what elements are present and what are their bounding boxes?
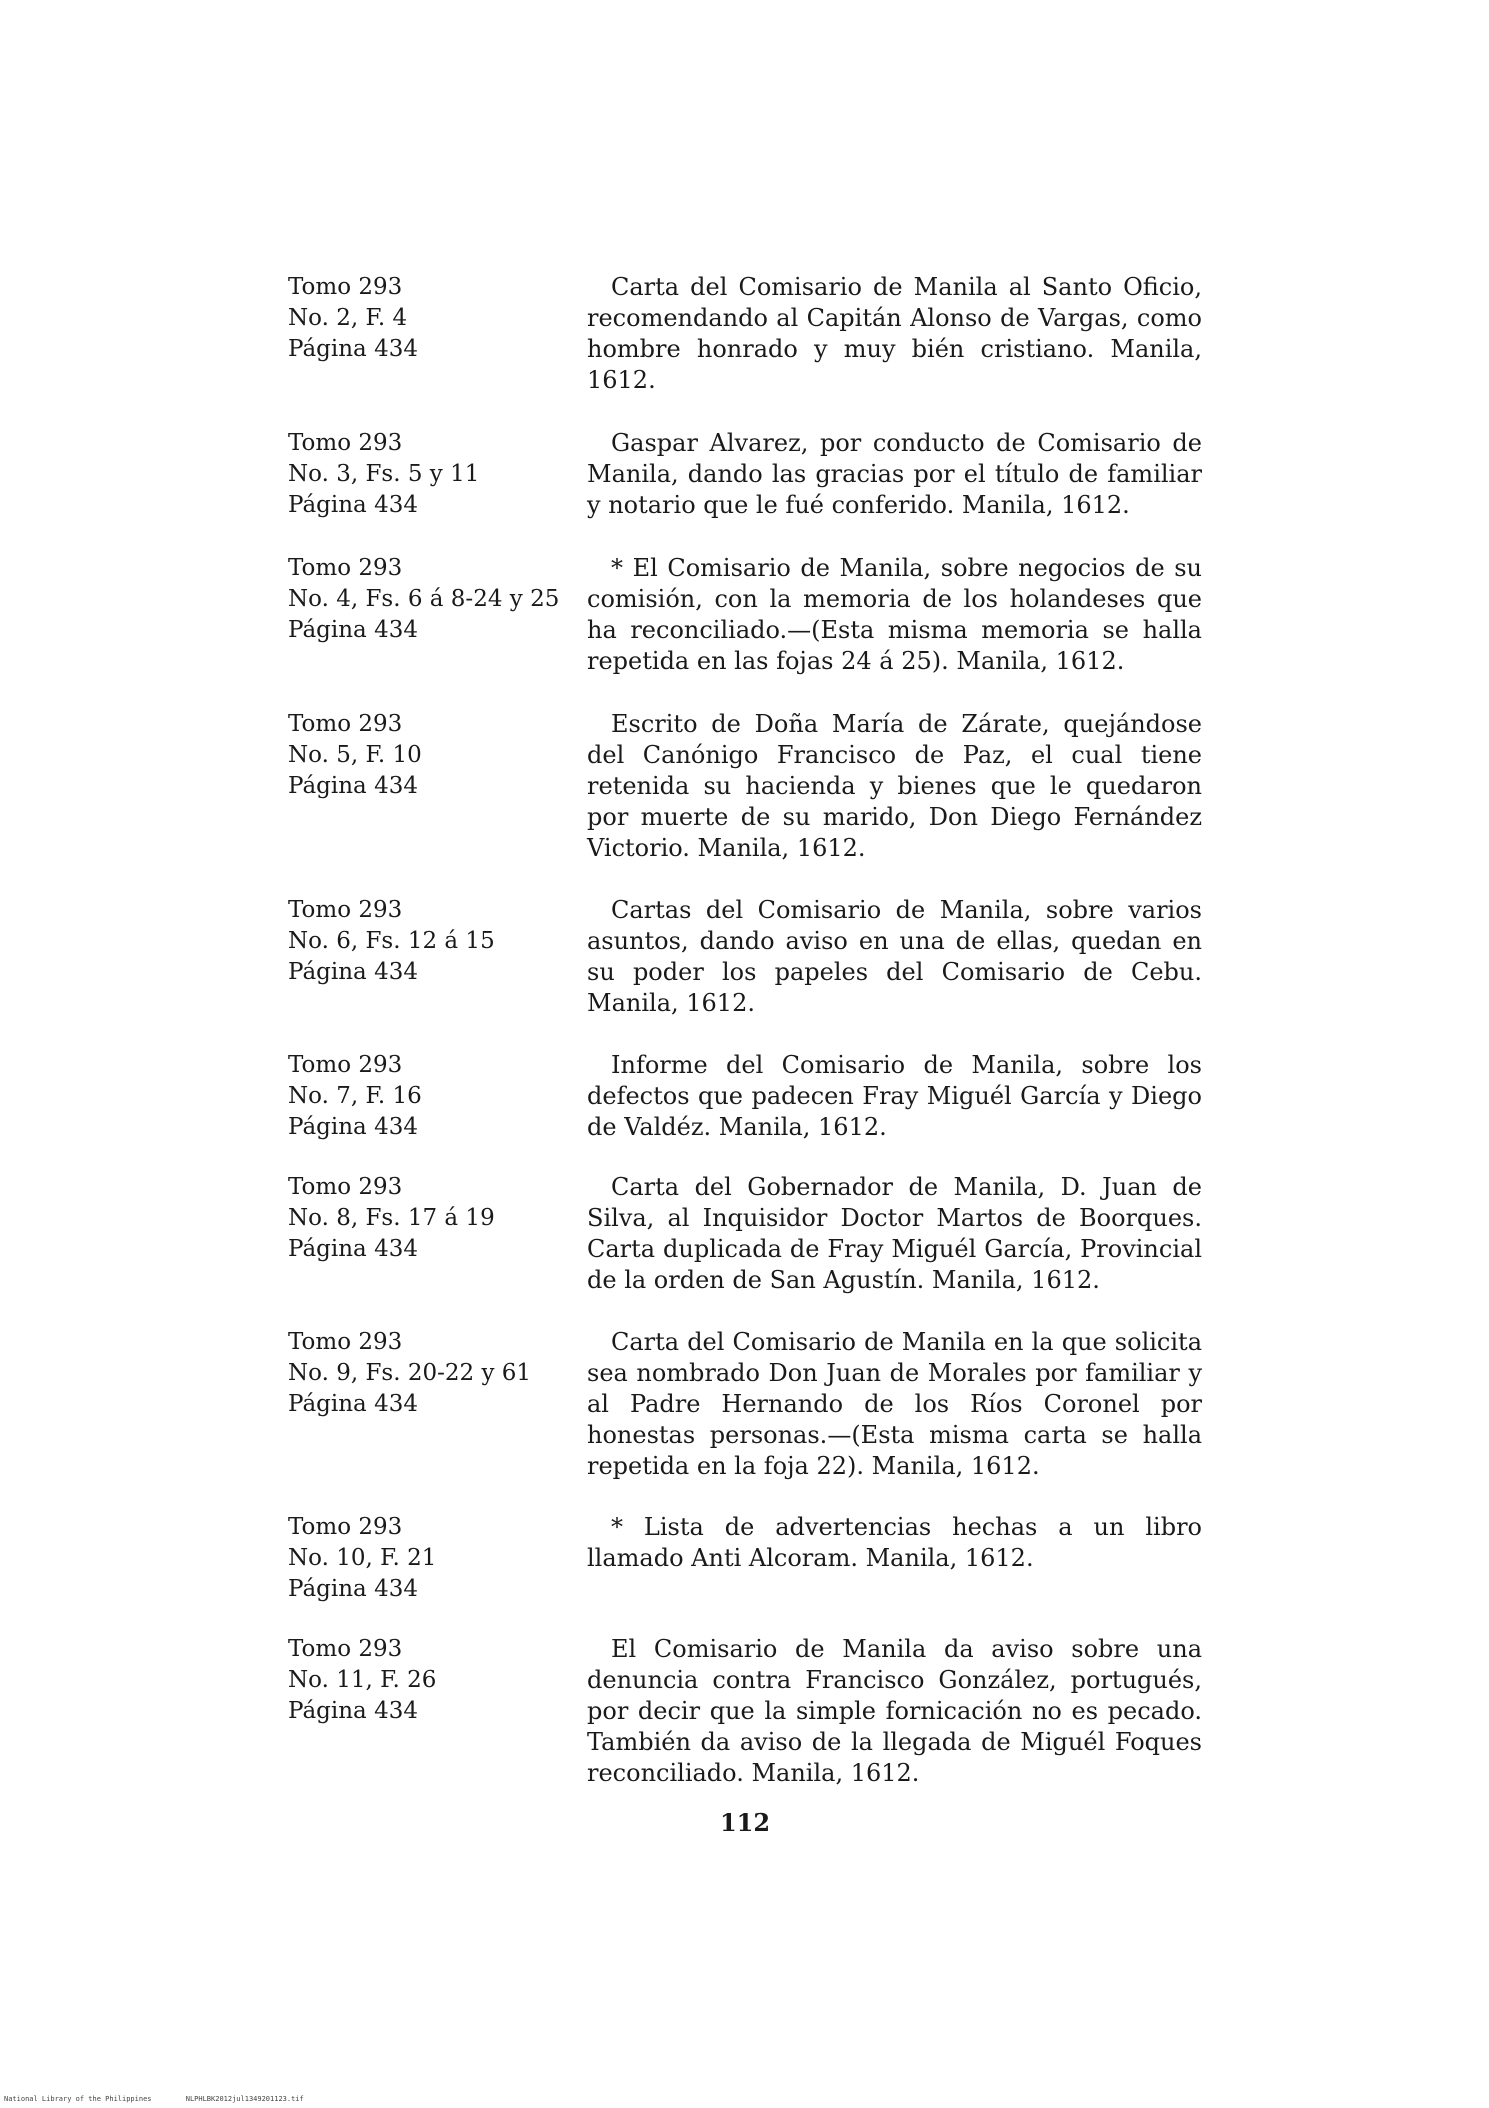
entry-reference xyxy=(288,272,578,365)
entry-reference xyxy=(288,1634,578,1727)
entry-description: Gaspar Alvarez, por conducto de Comisario de Manila, dando las gracias por el título de familiar y notario que le fué conferido. Manila, 1612. xyxy=(587,429,1202,519)
entry-pagina: Página 434 xyxy=(288,1576,418,1602)
entry-tomo: Tomo 293 xyxy=(288,274,403,300)
entry-folio: No. 4, Fs. 6 á 8-24 y 25 xyxy=(288,586,560,612)
entry-description: * El Comisario de Manila, sobre negocios de su comisión, con la memoria de los holandeses que ha reconciliado.—(Esta misma memoria se halla repetida en las fojas 24 á 25). Manila, 1612. xyxy=(587,554,1202,675)
entry-description: Carta del Gobernador de Manila, D. Juan de Silva, al Inquisidor Doctor Martos de Boorques. Carta duplicada de Fray Miguél García, Provincial de la orden de San Agustín. Manila, 1612. xyxy=(587,1173,1202,1294)
entry-description: Informe del Comisario de Manila, sobre los defectos que padecen Fray Miguél García y Diego de Valdéz. Manila, 1612. xyxy=(587,1051,1202,1141)
entry-folio: No. 11, F. 26 xyxy=(288,1667,437,1693)
entry-folio: No. 10, F. 21 xyxy=(288,1545,437,1571)
entry-reference xyxy=(288,1172,578,1265)
entry-reference xyxy=(288,428,578,521)
entry-folio: No. 5, F. 10 xyxy=(288,742,422,768)
entry-pagina: Página 434 xyxy=(288,336,418,362)
scan-footer xyxy=(4,2095,334,2103)
entry-pagina: Página 434 xyxy=(288,492,418,518)
footer-library: National Library of the Philippines xyxy=(4,2095,152,2103)
footer-filename: NLPHLBK2012jul1349201123.tif xyxy=(185,2095,304,2103)
entry-pagina: Página 434 xyxy=(288,617,418,643)
entry-description: Carta del Comisario de Manila en la que solicita sea nombrado Don Juan de Morales por familiar y al Padre Hernando de los Ríos Coronel por honestas personas.—(Esta misma carta se halla repetida en la foja 22). Manila, 1612. xyxy=(587,1328,1202,1480)
page-number: 112 xyxy=(719,1808,771,1837)
entry-description: Escrito de Doña María de Zárate, quejándose del Canónigo Francisco de Paz, el cual tiene retenida su hacienda y bienes que le quedaron por muerte de su marido, Don Diego Fernández Victorio. Manila, 1612. xyxy=(587,710,1202,862)
entry-folio: No. 9, Fs. 20-22 y 61 xyxy=(288,1360,532,1386)
entry-pagina: Página 434 xyxy=(288,773,418,799)
entry-pagina: Página 434 xyxy=(288,1391,418,1417)
entry-folio: No. 3, Fs. 5 y 11 xyxy=(288,461,480,487)
entry-reference xyxy=(288,1050,578,1143)
entry-reference xyxy=(288,895,578,988)
entry-pagina: Página 434 xyxy=(288,1236,418,1262)
entry-folio: No. 6, Fs. 12 á 15 xyxy=(288,928,495,954)
entry-description: Cartas del Comisario de Manila, sobre varios asuntos, dando aviso en una de ellas, quedan en su poder los papeles del Comisario de Cebu. Manila, 1612. xyxy=(587,896,1202,1017)
entry-tomo: Tomo 293 xyxy=(288,430,403,456)
entry-description: * Lista de advertencias hechas a un libro llamado Anti Alcoram. Manila, 1612. xyxy=(587,1513,1202,1572)
entry-folio: No. 7, F. 16 xyxy=(288,1083,422,1109)
entry-tomo: Tomo 293 xyxy=(288,555,403,581)
entry-tomo: Tomo 293 xyxy=(288,711,403,737)
entry-folio: No. 8, Fs. 17 á 19 xyxy=(288,1205,495,1231)
entry-folio: No. 2, F. 4 xyxy=(288,305,408,331)
entry-pagina: Página 434 xyxy=(288,1698,418,1724)
entry-tomo: Tomo 293 xyxy=(288,1636,403,1662)
entry-description: Carta del Comisario de Manila al Santo Oficio, recomendando al Capitán Alonso de Vargas, como hombre honrado y muy bién cristiano. Manila, 1612. xyxy=(587,273,1202,394)
entry-reference xyxy=(288,709,578,802)
entry-pagina: Página 434 xyxy=(288,1114,418,1140)
entry-tomo: Tomo 293 xyxy=(288,1052,403,1078)
entry-reference xyxy=(288,1512,578,1605)
entry-reference xyxy=(288,1327,578,1420)
entry-reference xyxy=(288,553,578,646)
entry-tomo: Tomo 293 xyxy=(288,1514,403,1540)
entry-description: El Comisario de Manila da aviso sobre una denuncia contra Francisco González, portugués, por decir que la simple fornicación no es pecado. También da aviso de la llegada de Miguél Foques reconciliado. Manila, 1612. xyxy=(587,1635,1202,1787)
entry-tomo: Tomo 293 xyxy=(288,897,403,923)
entry-tomo: Tomo 293 xyxy=(288,1329,403,1355)
entry-tomo: Tomo 293 xyxy=(288,1174,403,1200)
entry-pagina: Página 434 xyxy=(288,959,418,985)
